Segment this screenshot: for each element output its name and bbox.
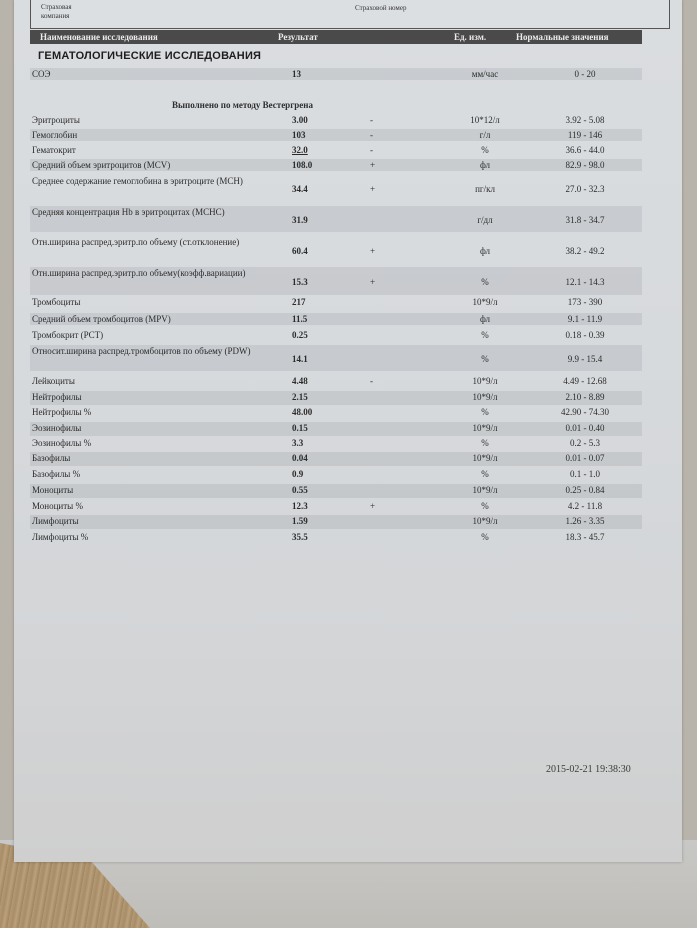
table-row	[30, 375, 642, 389]
result-value: 11.5	[292, 314, 308, 324]
unit-value: фл	[479, 246, 491, 256]
test-name: Лейкоциты	[32, 376, 75, 386]
unit-value: 10*9/л	[472, 376, 498, 386]
table-row	[30, 437, 642, 451]
header-unit: Ед. изм.	[454, 32, 487, 42]
test-name: Эозинофилы	[32, 423, 82, 433]
reference-range: 18.3 - 45.7	[565, 532, 605, 542]
table-row	[30, 175, 642, 201]
result-value: 0.15	[292, 423, 308, 433]
result-flag: -	[370, 130, 373, 140]
test-name: Гемоглобин	[32, 130, 78, 140]
test-name: Гематокрит	[32, 145, 76, 155]
unit-value: %	[481, 532, 489, 542]
table-row	[30, 484, 642, 498]
result-value: 15.3	[292, 277, 308, 287]
reference-range: 0 - 20	[574, 69, 596, 79]
result-flag: -	[370, 145, 373, 155]
result-value: 13	[292, 69, 301, 79]
test-name: Базофилы %	[32, 469, 81, 479]
reference-range: 1.26 - 3.35	[565, 516, 605, 526]
insurance-number-label: Страховой номер	[355, 4, 407, 12]
test-name: Относит.ширина распред.тромбоцитов по объему (PDW)	[32, 346, 251, 356]
result-flag: +	[370, 277, 376, 287]
unit-value: 10*12/л	[470, 115, 500, 125]
result-value: 0.9	[292, 469, 304, 479]
test-name: Нейтрофилы	[32, 392, 82, 402]
result-value: 0.25	[292, 330, 308, 340]
unit-value: 10*9/л	[472, 423, 498, 433]
test-name: Средняя концентрация Hb в эритроцитах (MCHC)	[32, 207, 225, 217]
table-row	[30, 267, 642, 295]
result-value: 3.00	[292, 115, 308, 125]
reference-range: 119 - 146	[567, 130, 603, 140]
reference-range: 36.6 - 44.0	[565, 145, 605, 155]
result-value: 0.04	[292, 453, 308, 463]
reference-range: 42.90 - 74.30	[561, 407, 609, 417]
reference-range: 82.9 - 98.0	[565, 160, 605, 170]
reference-range: 2.10 - 8.89	[565, 392, 605, 402]
report-timestamp: 2015-02-21 19:38:30	[546, 764, 631, 775]
result-value: 35.5	[292, 532, 308, 542]
reference-range: 9.1 - 11.9	[567, 314, 603, 324]
insurance-company-label: Страховая компания	[41, 3, 72, 20]
reference-range: 3.92 - 5.08	[565, 115, 605, 125]
header-name: Наименование исследования	[40, 32, 158, 42]
table-row	[30, 114, 642, 126]
unit-value: мм/час	[471, 69, 499, 79]
unit-value: %	[481, 501, 489, 511]
result-value: 0.55	[292, 485, 308, 495]
result-value: 2.15	[292, 392, 308, 402]
table-row	[30, 329, 642, 341]
test-name: Тромбокрит (PCT)	[32, 330, 104, 340]
result-value: 103	[292, 130, 306, 140]
result-flag: +	[370, 160, 376, 170]
reference-range: 31.8 - 34.7	[565, 215, 605, 225]
reference-range: 0.1 - 1.0	[570, 469, 600, 479]
result-value: 4.48	[292, 376, 308, 386]
result-flag: +	[370, 246, 376, 256]
result-value: 12.3	[292, 501, 308, 511]
test-name: Нейтрофилы %	[32, 407, 92, 417]
table-row	[30, 531, 642, 545]
section-title: ГЕМАТОЛОГИЧЕСКИЕ ИССЛЕДОВАНИЯ	[38, 50, 262, 62]
reference-range: 4.49 - 12.68	[563, 376, 607, 386]
unit-value: 10*9/л	[472, 453, 498, 463]
reference-range: 38.2 - 49.2	[565, 246, 605, 256]
unit-value: %	[481, 145, 489, 155]
unit-value: 10*9/л	[472, 297, 498, 307]
table-row	[30, 500, 642, 514]
test-name: Моноциты %	[32, 501, 83, 511]
test-name: Среднее содержание гемоглобина в эритроците (MCH)	[32, 176, 243, 186]
result-value: 48.00	[292, 407, 313, 417]
test-name: Базофилы	[32, 453, 71, 463]
unit-value: %	[481, 354, 489, 364]
result-flag: -	[370, 115, 373, 125]
unit-value: %	[481, 330, 489, 340]
test-name: СОЭ	[32, 69, 51, 79]
result-flag: +	[370, 184, 376, 194]
result-value: 1.59	[292, 516, 308, 526]
table-row	[30, 406, 642, 420]
table-row	[30, 159, 642, 171]
unit-value: %	[481, 407, 489, 417]
unit-value: г/л	[479, 130, 491, 140]
result-value: 217	[292, 297, 306, 307]
table-row	[30, 144, 642, 156]
header-result: Результат	[278, 32, 318, 42]
table-row	[30, 206, 642, 232]
test-name: Моноциты	[32, 485, 74, 495]
test-name: Средний объем тромбоцитов (MPV)	[32, 314, 171, 324]
table-row	[30, 68, 642, 80]
unit-value: %	[481, 469, 489, 479]
reference-range: 0.25 - 0.84	[565, 485, 605, 495]
table-row	[30, 296, 642, 310]
header-norm: Нормальные значения	[516, 32, 609, 42]
unit-value: %	[481, 277, 489, 287]
reference-range: 0.2 - 5.3	[570, 438, 600, 448]
result-value: 108.0	[292, 160, 313, 170]
table-row	[30, 452, 642, 466]
unit-value: 10*9/л	[472, 516, 498, 526]
test-name: Лимфоциты %	[32, 532, 89, 542]
reference-range: 9.9 - 15.4	[567, 354, 603, 364]
table-row	[30, 313, 642, 325]
method-note: Выполнено по методу Вестергрена	[172, 100, 313, 110]
unit-value: г/дл	[477, 215, 493, 225]
reference-range: 12.1 - 14.3	[565, 277, 605, 287]
unit-value: пг/кл	[475, 184, 495, 194]
table-row	[30, 345, 642, 371]
table-row	[30, 422, 642, 436]
test-name: Эозинофилы %	[32, 438, 92, 448]
reference-range: 0.01 - 0.07	[565, 453, 605, 463]
table-row	[30, 129, 642, 141]
reference-range: 4.2 - 11.8	[567, 501, 603, 511]
table-header	[30, 30, 642, 44]
table-row	[30, 236, 642, 264]
unit-value: 10*9/л	[472, 392, 498, 402]
reference-range: 0.01 - 0.40	[565, 423, 605, 433]
test-name: Тромбоциты	[32, 297, 81, 307]
table-row	[30, 468, 642, 482]
unit-value: фл	[479, 160, 491, 170]
result-flag: -	[370, 376, 373, 386]
reference-range: 0.18 - 0.39	[565, 330, 605, 340]
test-name: Эритроциты	[32, 115, 80, 125]
table-row	[30, 515, 642, 529]
result-value: 31.9	[292, 215, 308, 225]
result-value: 14.1	[292, 354, 308, 364]
result-value: 3.3	[292, 438, 304, 448]
patient-info-box	[30, 0, 670, 29]
result-value: 60.4	[292, 246, 308, 256]
unit-value: фл	[479, 314, 491, 324]
result-value: 32.0	[292, 145, 308, 155]
unit-value: %	[481, 438, 489, 448]
test-name: Отн.ширина распред.эритр.по объему (ст.отклонение)	[32, 237, 240, 247]
reference-range: 27.0 - 32.3	[565, 184, 605, 194]
reference-range: 173 - 390	[567, 297, 603, 307]
test-name: Средний объем эритроцитов (MCV)	[32, 160, 171, 170]
result-value: 34.4	[292, 184, 308, 194]
unit-value: 10*9/л	[472, 485, 498, 495]
test-name: Отн.ширина распред.эритр.по объему(коэфф.вариации)	[32, 268, 246, 278]
test-name: Лимфоциты	[32, 516, 79, 526]
table-row	[30, 391, 642, 405]
result-flag: +	[370, 501, 376, 511]
